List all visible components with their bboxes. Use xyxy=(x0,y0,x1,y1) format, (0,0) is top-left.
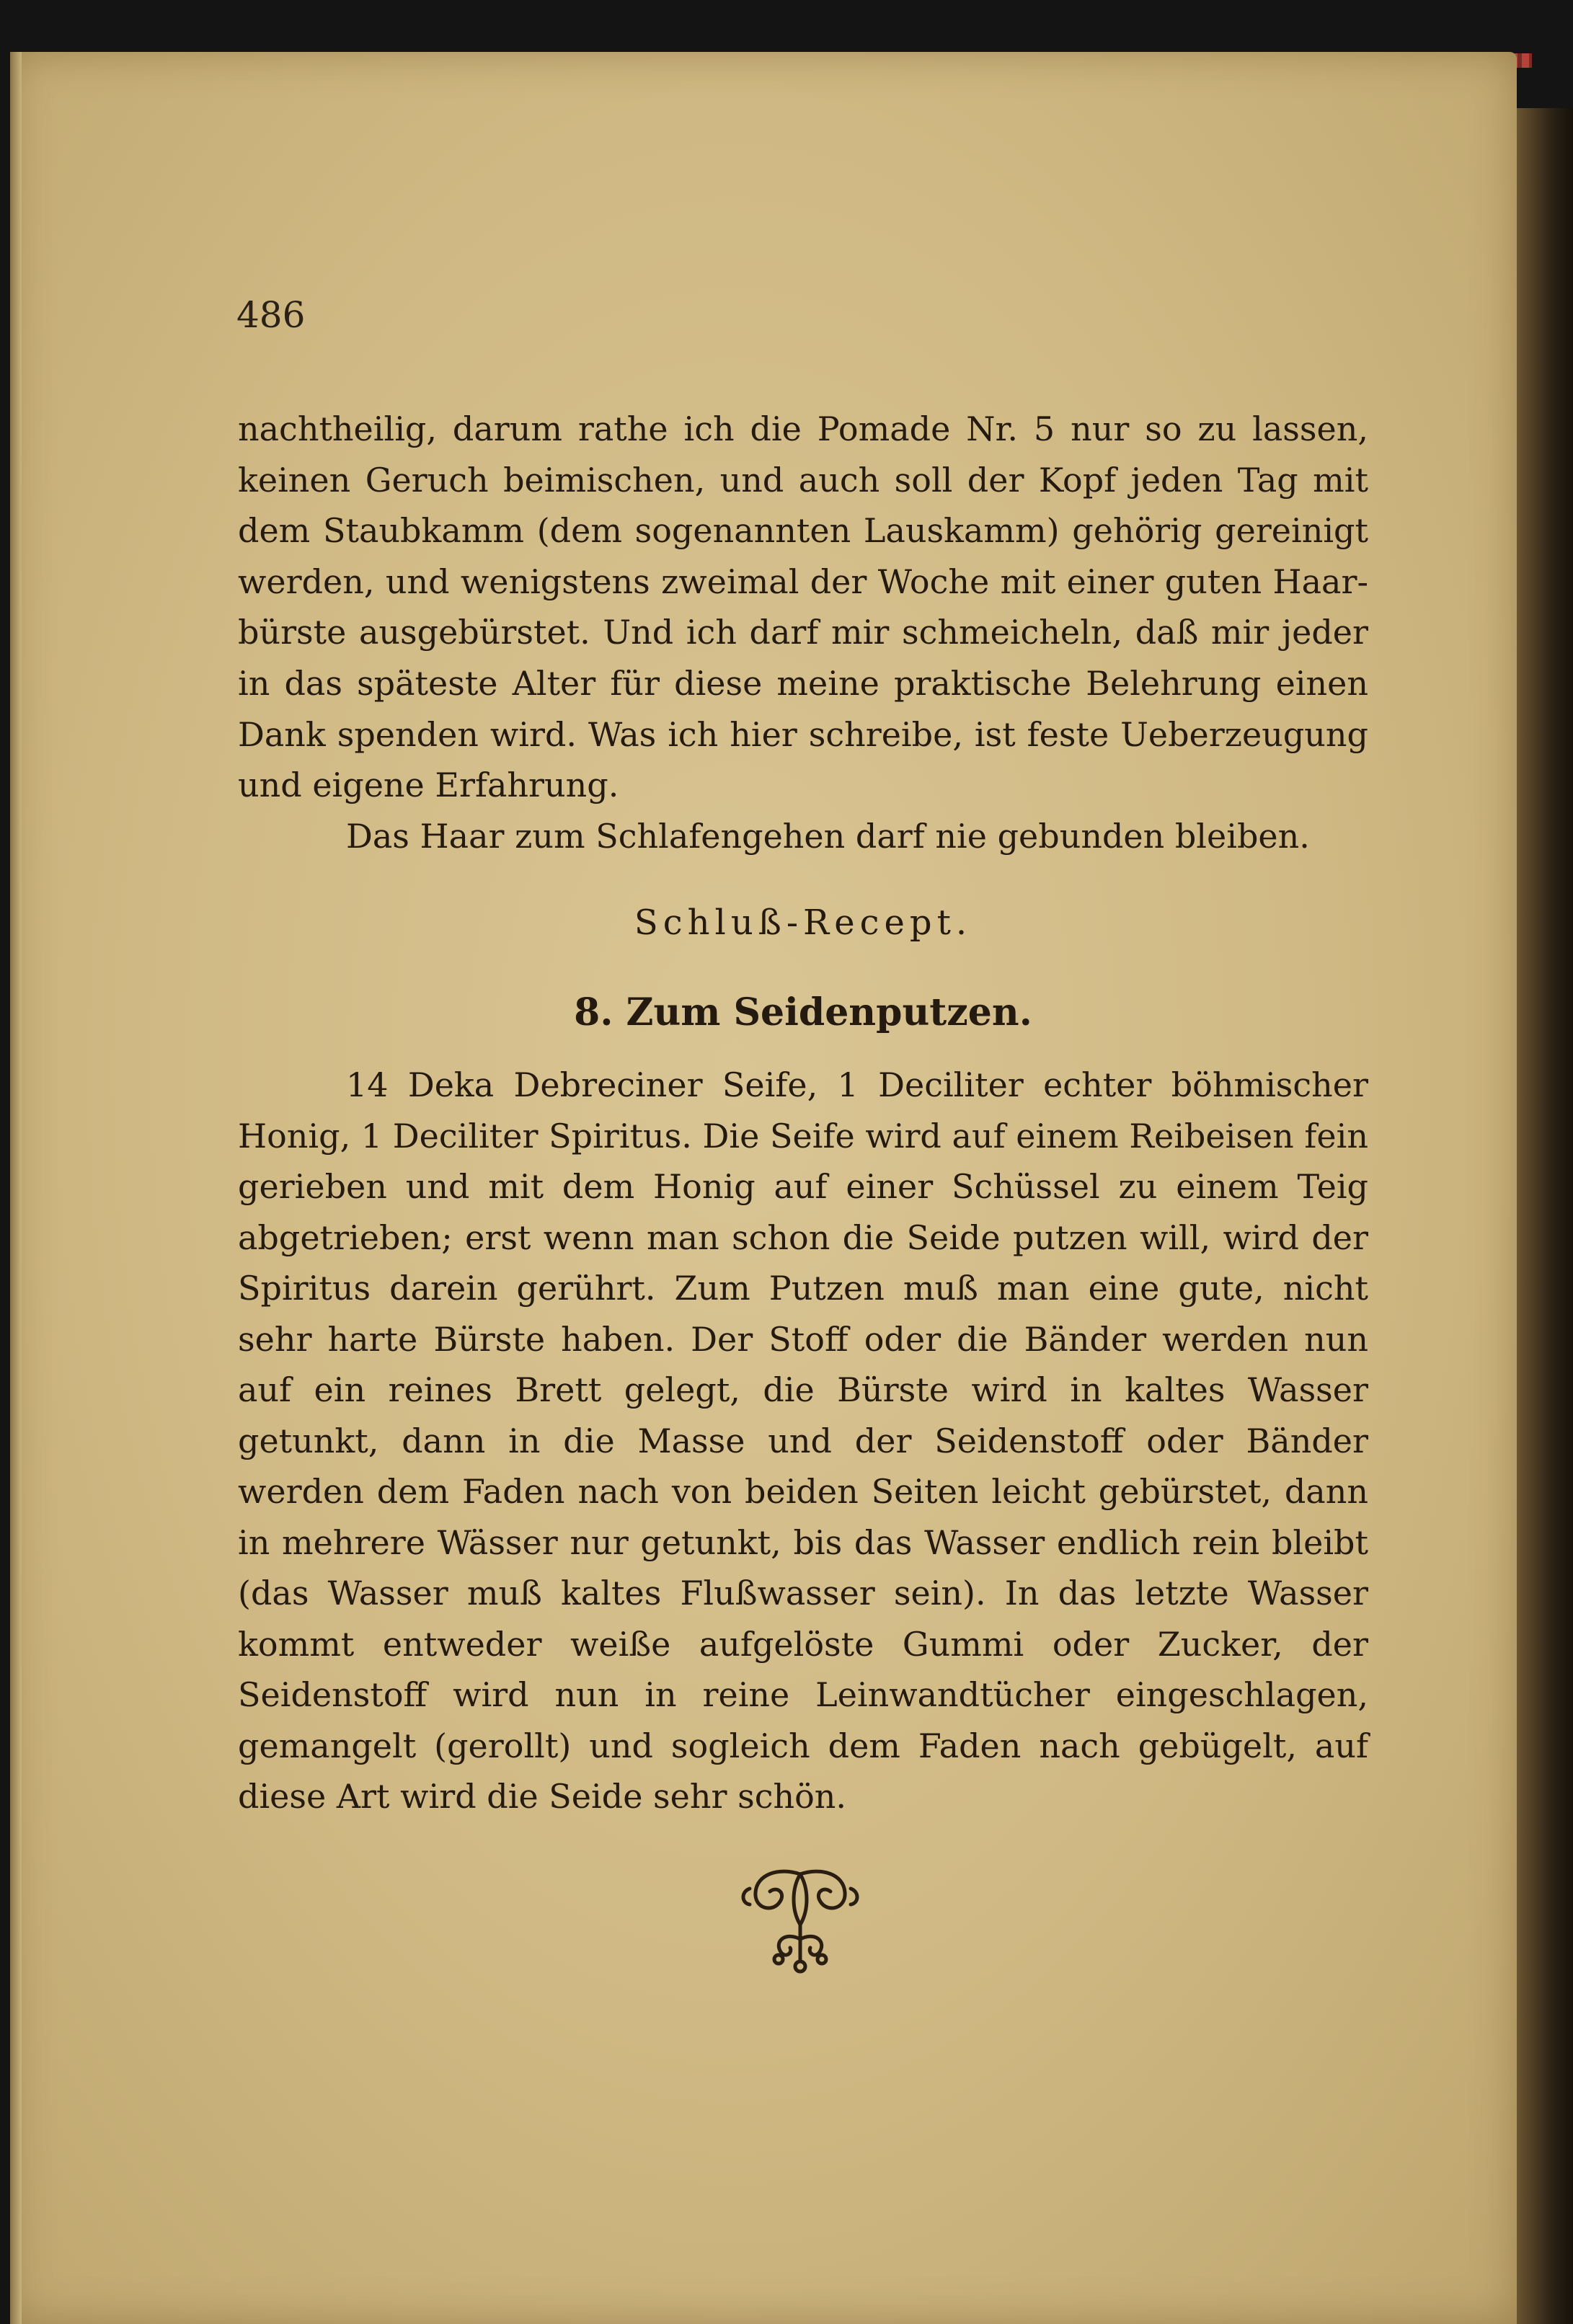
book-gutter xyxy=(1517,108,1573,2324)
floral-vignette-icon xyxy=(735,1860,865,1975)
page-edge xyxy=(10,52,22,2324)
body-text-top xyxy=(238,404,1368,861)
paragraph-hair-care: nachtheilig, darum rathe ich die Pomade Nr. 5 nur so zu lassen, keinen Geruch beimischen, und auch soll der Kopf jeden Tag mit dem Staubkamm (dem sogenannten Lauskamm) gehörig gereinigt werden, und wenigstens zweimal der Woche mit einer guten Haarbürste ausgebürstet. Und ich darf mir schmeicheln, daß mir jeder in das späteste Alter für diese meine praktische Belehrung einen Dank spenden wird. Was ich hier schreibe, ist feste Ueberzeugung und eigene Erfahrung. xyxy=(238,409,1368,805)
recipe-title: 8. Zum Seidenputzen. xyxy=(574,990,1032,1034)
paragraph-recipe: 14 Deka Debreciner Seife, 1 Deciliter echter böhmischer Honig, 1 Deciliter Spiritus. Die Seife wird auf einem Reibeisen fein gerieben und mit dem Honig auf einer Schüssel zu einem Teig abgetrieben; erst wenn man schon die Seide putzen will, wird der Spiritus darein gerührt. Zum Putzen muß man eine gute, nicht sehr harte Bürste haben. Der Stoff oder die Bänder werden nun auf ein reines Brett gelegt, die Bürste wird in kaltes Wasser getunkt, dann in die Masse und der Seidenstoff oder Bänder werden dem Faden nach von beiden Seiten leicht gebürstet, dann in mehrere Wässer nur getunkt, bis das Wasser endlich rein bleibt (das Wasser muß kaltes Flußwasser sein). In das letzte Wasser kommt entweder weiße aufgelöste Gummi oder Zucker, der Seidenstoff wird nun in reine Leinwandtücher eingeschlagen, gemangelt (gerollt) und sogleich dem Faden nach gebügelt, auf diese Art wird die Seide sehr schön. xyxy=(238,1065,1368,1816)
section-label: Schluß-Recept. xyxy=(634,902,972,943)
body-text-recipe xyxy=(238,1060,1368,1822)
paragraph-sleep-hair: Das Haar zum Schlafengehen darf nie gebunden bleiben. xyxy=(346,816,1310,856)
page-number: 486 xyxy=(236,294,306,336)
